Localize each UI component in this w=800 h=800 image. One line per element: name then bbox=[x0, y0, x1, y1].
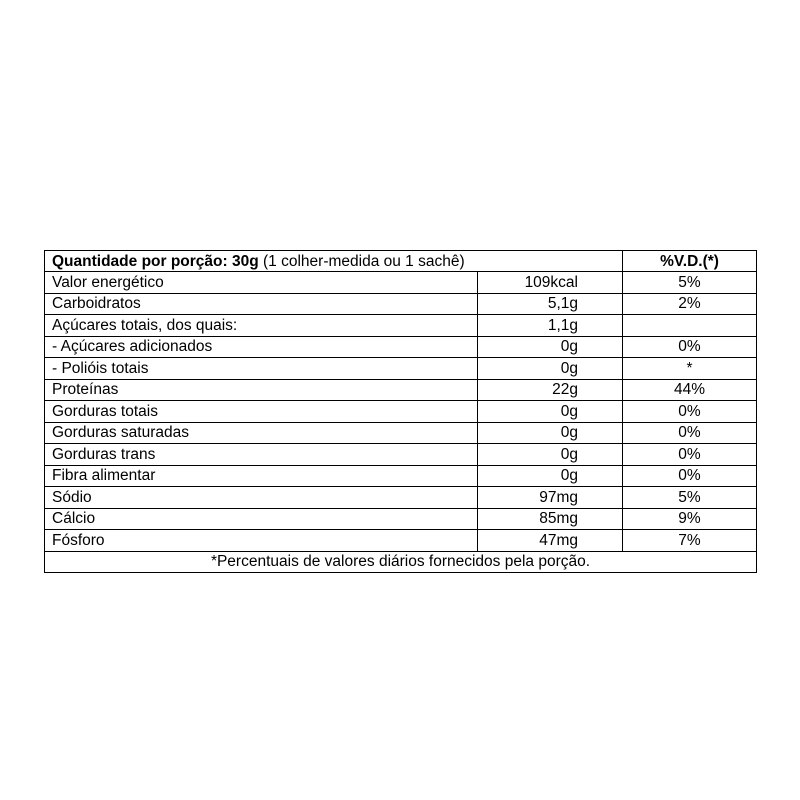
serving-size-detail: (1 colher-medida ou 1 sachê) bbox=[258, 252, 465, 270]
nutrient-name: Gorduras saturadas bbox=[45, 422, 478, 444]
nutrient-name: Gorduras trans bbox=[45, 444, 478, 466]
nutrient-row bbox=[45, 401, 757, 423]
nutrient-daily-value: 9% bbox=[623, 508, 757, 530]
nutrient-daily-value: 0% bbox=[623, 465, 757, 487]
nutrient-row bbox=[45, 379, 757, 401]
nutrient-amount: 0g bbox=[478, 444, 623, 466]
nutrient-amount: 22g bbox=[478, 379, 623, 401]
footnote-text: *Percentuais de valores diários fornecidos pela porção. bbox=[45, 551, 757, 572]
nutrient-name: Gorduras totais bbox=[45, 401, 478, 423]
nutrient-row bbox=[45, 508, 757, 530]
serving-size-label: Quantidade por porção: 30g bbox=[52, 252, 259, 270]
nutrient-row bbox=[45, 465, 757, 487]
nutrient-amount: 47mg bbox=[478, 530, 623, 552]
nutrient-name: Carboidratos bbox=[45, 293, 478, 315]
nutrient-name: Cálcio bbox=[45, 508, 478, 530]
nutrient-amount: 109kcal bbox=[478, 272, 623, 294]
nutrient-row bbox=[45, 358, 757, 380]
nutrient-name: Fósforo bbox=[45, 530, 478, 552]
nutrient-daily-value: 0% bbox=[623, 422, 757, 444]
nutrient-amount: 0g bbox=[478, 465, 623, 487]
nutrition-facts-table bbox=[44, 250, 757, 573]
nutrient-name: Açúcares totais, dos quais: bbox=[45, 315, 478, 337]
nutrient-name: Fibra alimentar bbox=[45, 465, 478, 487]
nutrient-daily-value: * bbox=[623, 358, 757, 380]
nutrient-row bbox=[45, 530, 757, 552]
nutrient-amount: 0g bbox=[478, 358, 623, 380]
nutrient-amount: 0g bbox=[478, 401, 623, 423]
nutrient-daily-value: 0% bbox=[623, 401, 757, 423]
nutrient-amount: 1,1g bbox=[478, 315, 623, 337]
nutrient-row bbox=[45, 336, 757, 358]
nutrient-amount: 97mg bbox=[478, 487, 623, 509]
header-row bbox=[45, 251, 757, 272]
nutrient-daily-value: 5% bbox=[623, 487, 757, 509]
nutrient-daily-value: 0% bbox=[623, 336, 757, 358]
daily-value-header: %V.D.(*) bbox=[623, 251, 757, 272]
serving-size-cell bbox=[45, 251, 623, 272]
nutrient-amount: 85mg bbox=[478, 508, 623, 530]
nutrient-name: Valor energético bbox=[45, 272, 478, 294]
nutrient-daily-value: 0% bbox=[623, 444, 757, 466]
nutrient-amount: 5,1g bbox=[478, 293, 623, 315]
nutrient-row bbox=[45, 293, 757, 315]
nutrient-row bbox=[45, 422, 757, 444]
nutrient-amount: 0g bbox=[478, 336, 623, 358]
nutrient-row bbox=[45, 444, 757, 466]
nutrient-daily-value: 5% bbox=[623, 272, 757, 294]
footnote-row bbox=[45, 551, 757, 572]
nutrient-row bbox=[45, 315, 757, 337]
nutrient-daily-value: 2% bbox=[623, 293, 757, 315]
nutrient-name: Proteínas bbox=[45, 379, 478, 401]
nutrient-row bbox=[45, 272, 757, 294]
nutrient-row bbox=[45, 487, 757, 509]
nutrient-daily-value: 44% bbox=[623, 379, 757, 401]
nutrient-daily-value bbox=[623, 315, 757, 337]
nutrition-table-body bbox=[45, 251, 757, 573]
nutrient-name: Sódio bbox=[45, 487, 478, 509]
nutrient-amount: 0g bbox=[478, 422, 623, 444]
nutrient-name: - Açúcares adicionados bbox=[45, 336, 478, 358]
nutrient-name: - Polióis totais bbox=[45, 358, 478, 380]
nutrient-daily-value: 7% bbox=[623, 530, 757, 552]
